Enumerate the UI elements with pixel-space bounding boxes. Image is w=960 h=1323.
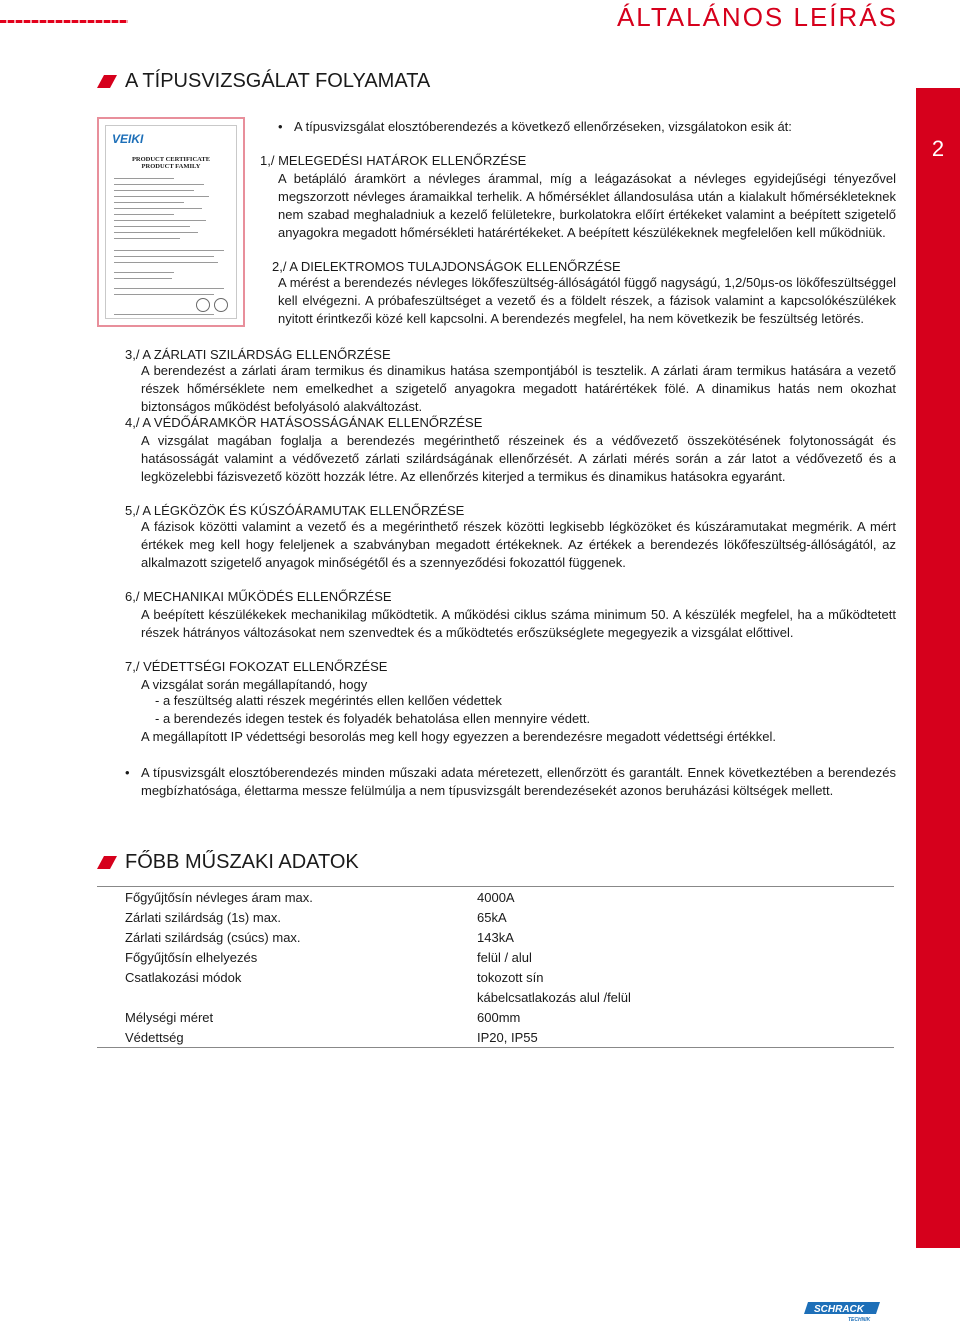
spec-label: Mélységi méret: [125, 1009, 214, 1025]
page-header-title: ÁLTALÁNOS LEÍRÁS: [616, 2, 898, 32]
closing-bullet: • A típusvizsgált elosztóberendezés minden műszaki adata méretezett, ellenőrzött és garantált. Ennek következtében a berendezés megbízhatósága, élettarma messze felülmúlja a nem típusvizsgált berendezésekét azonos beruházási költségek mellett.: [141, 764, 896, 800]
spec-row: [97, 987, 894, 1007]
header-decorative-strip: [0, 20, 128, 23]
spec-row: [97, 927, 894, 947]
item5-body: A fázisok közötti valamint a vezető és a megérinthető részek közötti legkisebb légközöket és kúszáramutakat megmérik. A mért értékek meg kell hogy feleljenek a szabványban megadott értékeknek. Az értékek a berendezés lökőfeszültség-állóságától, az alkalmazott szigetelő anyagok minőségétől és a szennyeződési fokozattól függenek.: [141, 519, 896, 570]
section-title-specs: [97, 851, 359, 874]
spec-row: [97, 907, 894, 927]
svg-text:TECHNIK: TECHNIK: [848, 1317, 871, 1322]
section-marker-icon: [97, 856, 117, 869]
certificate-seal-icon: [196, 298, 210, 312]
spec-value: kábelcsatlakozás alul /felül: [477, 989, 631, 1005]
item2-body: A mérést a berendezés névleges lökőfeszültség-állóságától függő nagyságú, 1,2/50μs-os lökőfeszültséggel kell elvégezni. A próbafeszültséget a vezető és a földelt részek, a fázisok valamint a kapcsolókészülékek nyitott érintkezői közé kell kapcsolni. A berendezés megfelel, ha nem következik be feszültség letörés.: [278, 275, 896, 326]
spec-label: Főgyűjtősín névleges áram max.: [97, 887, 477, 908]
spec-label: Zárlati szilárdság (1s) max.: [125, 909, 282, 925]
section-title-text: A TÍPUSVIZSGÁLAT FOLYAMATA: [125, 70, 431, 92]
spec-row: [97, 967, 894, 987]
chapter-tab-number: 2: [931, 136, 945, 161]
spec-label: Csatlakozási módok: [125, 969, 242, 985]
spec-value: 65kA: [477, 909, 507, 925]
spec-row: [97, 887, 894, 908]
intro-bullet: • A típusvizsgálat elosztóberendezés a következő ellenőrzéseken, vizsgálatokon esik át:: [294, 118, 894, 136]
spec-table: [97, 886, 894, 1048]
spec-value: felül / alul: [477, 949, 532, 965]
spec-label: Védettség: [97, 1027, 477, 1048]
item4-body: A vizsgálat magában foglalja a berendezés megérinthető részeinek és a védővezető összekötésének folytonosságát és hatásosságát valamint a védővezető zárlati szilárdságának ellenőrzését. A zárlati mérés során a zár latot a védővezető és a legközelebbi fázisvezető között hozzák létre. Az ellenőrzés kiterjed a termikus és dinamikus hatásokra egyaránt.: [141, 433, 896, 484]
item6-body: A beépített készülékekek mechanikilag működtetik. A működési ciklus száma minimum 50. A készülék megfelel, ha a működtetett részek hátrányos változásokat nem szenvedtek és a működtetés erőszükséglete megegyezik a vizsgálat előttivel.: [141, 607, 896, 640]
spec-value: 143kA: [477, 929, 514, 945]
spec-label: Főgyűjtősín elhelyezés: [125, 949, 258, 965]
certificate-title: PRODUCT CERTIFICATE PRODUCT FAMILY: [131, 156, 211, 170]
item7-heading: 7,/ VÉDETTSÉGI FOKOZAT ELLENŐRZÉSE: [125, 659, 388, 674]
item7-line: A vizsgálat során megállapítandó, hogy: [141, 677, 368, 692]
certificate-logo-icon: VEIKI: [112, 132, 144, 146]
item2-heading: 2,/ A DIELEKTROMOS TULAJDONSÁGOK ELLENŐRZÉSE: [272, 259, 621, 274]
spec-value: 600mm: [477, 1009, 521, 1025]
item3-heading: 3,/ A ZÁRLATI SZILÁRDSÁG ELLENŐRZÉSE: [125, 347, 391, 362]
spec-value: tokozott sín: [477, 969, 544, 985]
item5-heading: 5,/ A LÉGKÖZÖK ÉS KÚSZÓÁRAMUTAK ELLENŐRZÉSE: [125, 503, 465, 518]
svg-text:SCHRACK: SCHRACK: [814, 1304, 864, 1315]
item4-heading: 4,/ A VÉDŐÁRAMKÖR HATÁSOSSÁGÁNAK ELLENŐRZÉSE: [125, 415, 483, 430]
spec-row: [97, 1007, 894, 1027]
chapter-tab: [916, 88, 960, 1248]
spec-value: IP20, IP55: [477, 1027, 894, 1048]
schrack-logo-icon: [804, 1302, 880, 1322]
product-certificate-image: [97, 117, 245, 327]
spec-label: [97, 987, 477, 1007]
spec-value: 4000A: [477, 887, 894, 908]
spec-row: [97, 947, 894, 967]
item6-heading: 6,/ MECHANIKAI MŰKÖDÉS ELLENŐRZÉSE: [125, 589, 392, 604]
section-title-type-test: [97, 70, 430, 93]
certificate-seal-icon: [214, 298, 228, 312]
spec-label: Zárlati szilárdság (csúcs) max.: [125, 929, 301, 945]
item1-body: A betápláló áramkört a névleges árammal, míg a leágazásokat a névleges egyidejűségi tényezővel megszorzott névleges áramaikkal terhelik. A hőmérséklet állandosulása után a kialakult hőmérsékleteknek nem szabad meghaladniuk a kezelő felületekre, burkolatokra előírt értékeket valamint a beépített szigetelő anyagokra megadott hőmérsékleti határértékeket. A beépített készülékeknek megfelelően kell működniük.: [278, 171, 896, 240]
item7-line: - a feszültség alatti részek megérintés ellen kellően védettek: [155, 693, 502, 708]
section-marker-icon: [97, 75, 117, 88]
spec-row: [97, 1027, 894, 1048]
section-title-text: FŐBB MŰSZAKI ADATOK: [125, 851, 359, 873]
item7-line: - a berendezés idegen testek és folyadék behatolása ellen mennyire védett.: [155, 711, 591, 726]
item1-heading: 1,/ MELEGEDÉSI HATÁROK ELLENŐRZÉSE: [260, 153, 527, 168]
item7-line: A megállapított IP védettségi besorolás meg kell hogy egyezzen a berendezésre megadott védettségi értékkel.: [141, 729, 776, 744]
item3-body: A berendezést a zárlati áram termikus és dinamikus hatása szempontjából is tesztelik. A zárlati áram termikus hatására a vezető részek hőmérséklete nem emelkedhet a szigetelő anyagokra megadott határértékek fölé. A dinamikus hatás nem okozhat biztonságos működést befolyásoló alakváltozást.: [141, 363, 896, 414]
